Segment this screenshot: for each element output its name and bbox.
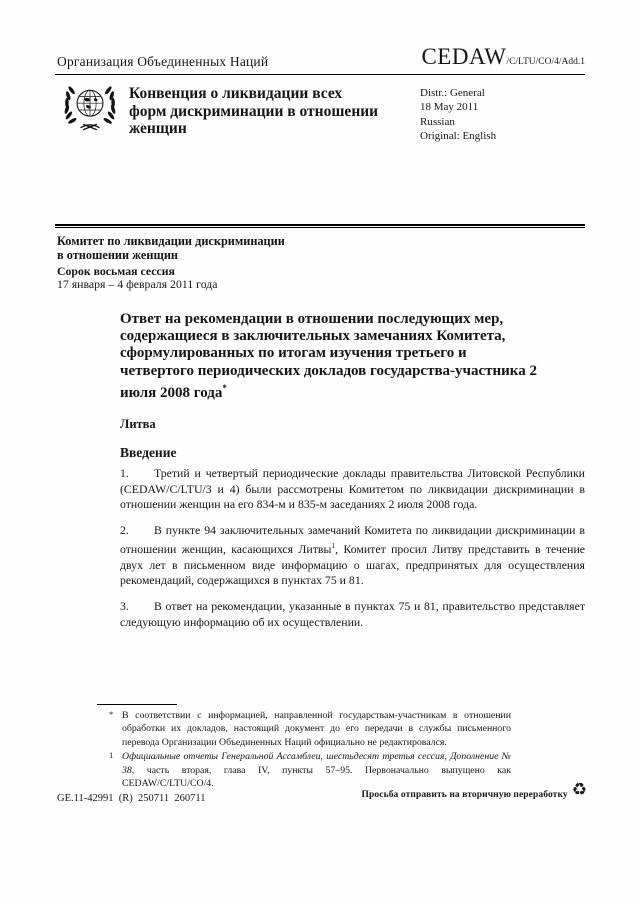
footnote-1-italic-text: Официальные отчеты Генеральной Ассамблеи, шестьдесят третья сессия, Дополнение № 38	[122, 751, 511, 776]
convention-title: Конвенция о ликвидации всех форм дискриминации в отношении женщин	[129, 85, 379, 137]
job-number: GE.11-42991 (R) 250711 260711	[57, 793, 206, 804]
masthead	[57, 38, 585, 70]
country-name: Литва	[120, 417, 156, 431]
paragraph-1	[120, 466, 585, 513]
footnote-separator	[97, 704, 177, 705]
document-symbol	[421, 44, 585, 70]
footnote-reference-1: 1	[331, 541, 336, 551]
distribution-block	[420, 87, 496, 144]
committee-name-line2: в отношении женщин	[57, 248, 178, 262]
committee-name-line1: Комитет по ликвидации дискриминации	[57, 234, 285, 248]
organization-name: Организация Объединенных Наций	[57, 54, 269, 69]
paragraph-2-text-after-ref: , Комитет просил Литву представить в течение двух лет в письменном виде информацию о шагах, предпринятых для осуществления рекомендаций, содержащихся в пунктах 75 и 81.	[120, 542, 585, 588]
introduction-heading: Введение	[120, 445, 177, 460]
document-symbol-suffix: /C/LTU/CO/4/Add.1	[506, 57, 585, 67]
session-dates: 17 января – 4 февраля 2011 года	[57, 277, 218, 291]
recycle-notice-text: Просьба отправить на вторичную переработку	[361, 789, 568, 800]
footnote-asterisk-marker: *	[109, 709, 114, 719]
document-symbol-main: CEDAW	[421, 44, 507, 69]
document-title-text: Ответ на рекомендации в отношении последующих мер, содержащиеся в заключительных замечаниях Комитета, сформулированных по итогам изучения третьего и четвертого периодических докладов государства-участника 2 июля 2008 года	[120, 311, 537, 401]
distr-line: Distr.: General	[420, 87, 485, 99]
recycle-icon: ♻	[571, 780, 587, 800]
section-divider	[55, 224, 585, 228]
paragraph-1-number: 1.	[120, 466, 129, 480]
document-title	[120, 311, 542, 402]
date-line: 18 May 2011	[420, 101, 479, 114]
paragraph-2-text-before-ref: В пункте 94 заключительных замечаний Комитета по ликвидации дискриминации в отношении женщин, касающихся Литвы	[120, 522, 585, 557]
footnote-1-regular-text: , часть вторая, глава IV, пункты 57–95. Первоначально выпущено как CEDAW/C/LTU/CO/4.	[122, 764, 511, 790]
session-title: Сорок восьмая сессия	[57, 264, 175, 278]
footnote-asterisk	[97, 709, 511, 749]
paragraph-1-text: Третий и четвертый периодические доклады правительства Литовской Республики (CEDAW/C/LTU/3 и 4) были рассмотрены Комитетом по ликвидации дискриминации в отношении женщин на его 834-м и 835-м заседаниях 2 июля 2008 года.	[120, 466, 585, 512]
header-divider	[55, 74, 585, 75]
paragraph-3-text: В ответ на рекомендации, указанные в пунктах 75 и 81, правительство представляет следующую информацию об их осуществлении.	[120, 599, 585, 629]
recycle-notice	[361, 780, 587, 803]
paragraph-2-number: 2.	[120, 522, 129, 537]
language-line: Russian	[420, 115, 455, 128]
un-emblem-icon	[56, 82, 124, 143]
footnote-1	[97, 750, 511, 790]
original-language-line: Original: English	[420, 129, 497, 142]
body-text	[120, 466, 585, 640]
footnote-1-marker: 1	[109, 750, 114, 761]
title-footnote-marker: *	[222, 382, 227, 393]
paragraph-2	[120, 523, 585, 589]
paragraph-3	[120, 599, 585, 630]
committee-block	[57, 234, 285, 291]
footnotes	[97, 709, 511, 791]
paragraph-3-number: 3.	[120, 599, 129, 614]
footnote-asterisk-text: В соответствии с информацией, направленной государствам-участникам в отношении обработки их докладов, настоящий документ до его передачи в службы письменного перевода Организации Объединенных Наций официально не редактировался.	[122, 710, 511, 748]
